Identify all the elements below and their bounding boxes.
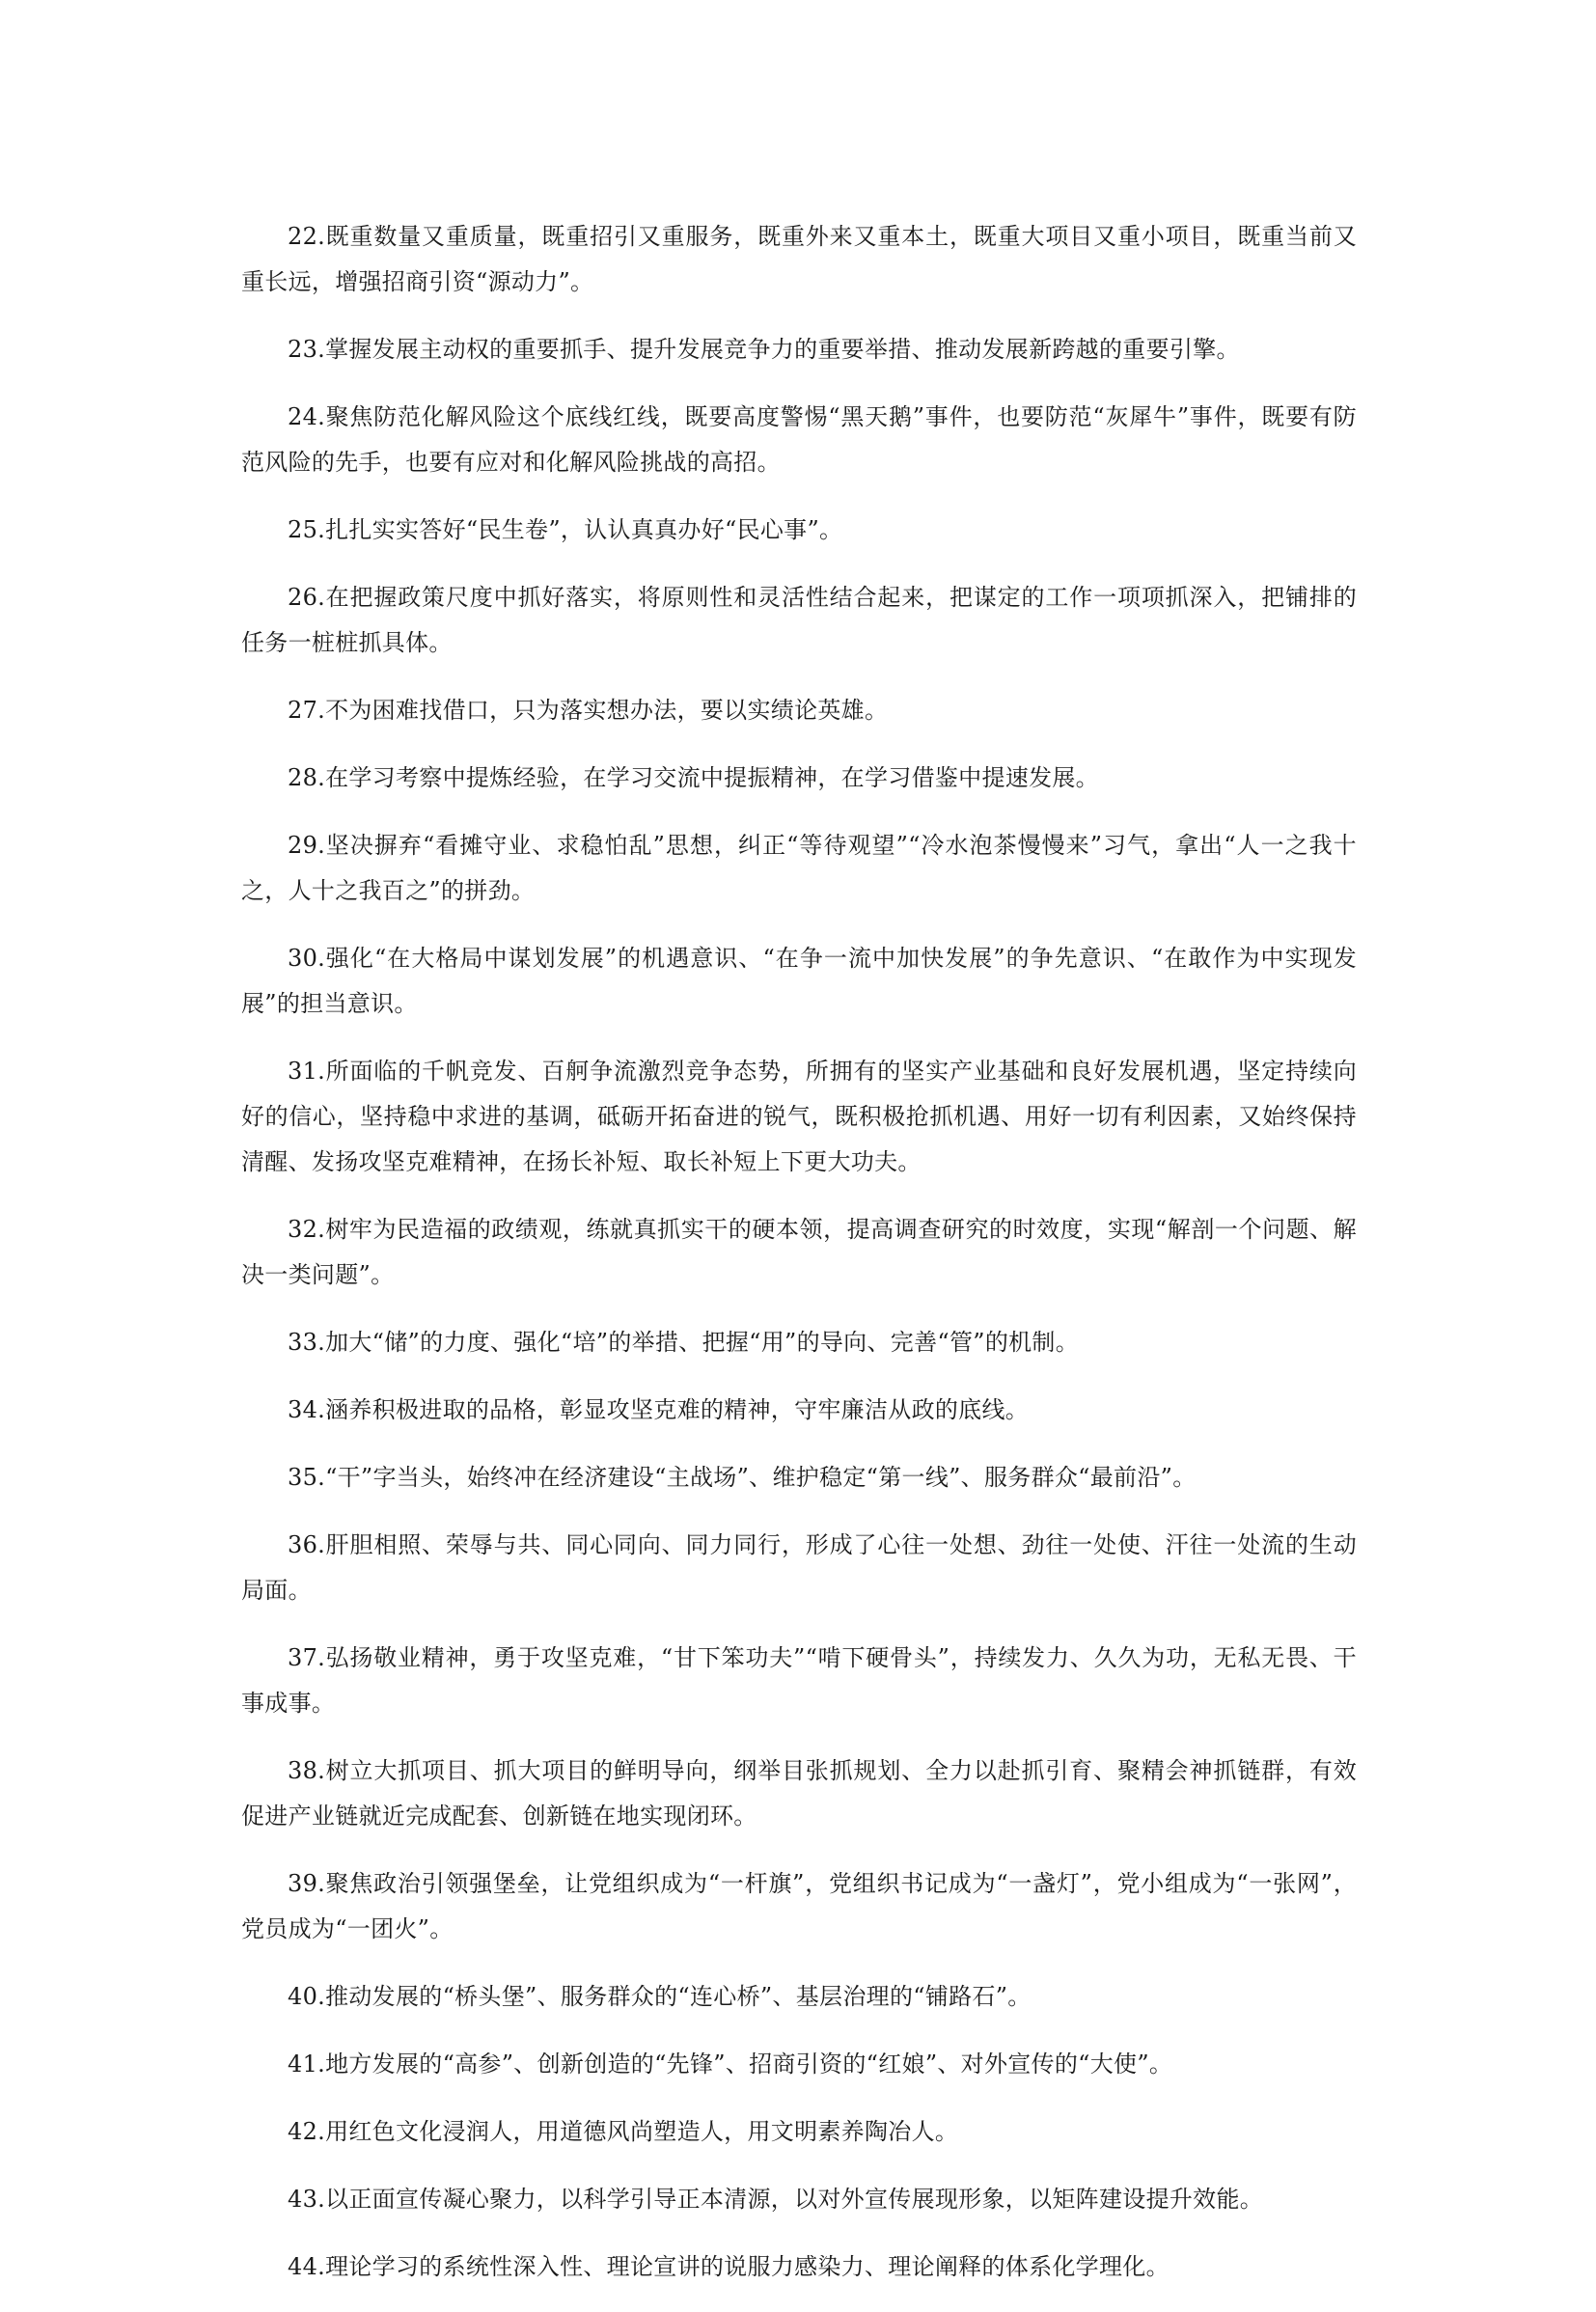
paragraph-40: 40.推动发展的“桥头堡”、服务群众的“连心桥”、基层治理的“铺路石”。 [288, 1983, 1032, 2010]
paragraph-44: 44.理论学习的系统性深入性、理论宣讲的说服力感染力、理论阐释的体系化学理化。 [288, 2253, 1169, 2280]
paragraph-39: 39.聚焦政治引领强堡垒，让党组织成为“一杆旗”，党组织书记成为“一盏灯”，党小组成为“一张网”，党员成为“一团火”。 [241, 1870, 1357, 1942]
paragraph-34: 34.涵养积极进取的品格，彰显攻坚克难的精神，守牢廉洁从政的底线。 [288, 1396, 1030, 1423]
paragraph-37: 37.弘扬敬业精神，勇于攻坚克难，“甘下笨功夫”“啃下硬骨头”，持续发力、久久为功，无私无畏、干事成事。 [241, 1644, 1357, 1717]
paragraph-29: 29.坚决摒弃“看摊守业、求稳怕乱”思想，纠正“等待观望”“冷水泡茶慢慢来”习气，拿出“人一之我十之，人十之我百之”的拼劲。 [241, 832, 1357, 904]
paragraph-38: 38.树立大抓项目、抓大项目的鲜明导向，纲举目张抓规划、全力以赴抓引育、聚精会神抓链群，有效促进产业链就近完成配套、创新链在地实现闭环。 [241, 1757, 1357, 1830]
paragraph-30: 30.强化“在大格局中谋划发展”的机遇意识、“在争一流中加快发展”的争先意识、“在敢作为中实现发展”的担当意识。 [241, 945, 1357, 1017]
paragraph-33: 33.加大“储”的力度、强化“培”的举措、把握“用”的导向、完善“管”的机制。 [288, 1329, 1080, 1356]
paragraph-22: 22.既重数量又重质量，既重招引又重服务，既重外来又重本土，既重大项目又重小项目，既重当前又重长远，增强招商引资“源动力”。 [241, 223, 1357, 295]
paragraph-43: 43.以正面宣传凝心聚力，以科学引导正本清源，以对外宣传展现形象，以矩阵建设提升效能。 [288, 2186, 1264, 2213]
paragraph-31: 31.所面临的千帆竞发、百舸争流激烈竞争态势，所拥有的坚实产业基础和良好发展机遇，坚定持续向好的信心，坚持稳中求进的基调，砥砺开拓奋进的锐气，既积极抢抓机遇、用好一切有利因素，又始终保持清醒、发扬攻坚克难精神，在扬长补短、取长补短上下更大功夫。 [241, 1058, 1357, 1175]
document-body [241, 214, 1357, 2312]
paragraph-23: 23.掌握发展主动权的重要抓手、提升发展竞争力的重要举措、推动发展新跨越的重要引擎。 [288, 336, 1240, 363]
paragraph-25: 25.扎扎实实答好“民生卷”，认认真真办好“民心事”。 [288, 516, 843, 543]
paragraph-28: 28.在学习考察中提炼经验，在学习交流中提振精神，在学习借鉴中提速发展。 [288, 764, 1099, 791]
paragraph-41: 41.地方发展的“高参”、创新创造的“先锋”、招商引资的“红娘”、对外宣传的“大使”。 [288, 2051, 1173, 2078]
paragraph-27: 27.不为困难找借口，只为落实想办法，要以实绩论英雄。 [288, 697, 889, 724]
paragraph-36: 36.肝胆相照、荣辱与共、同心同向、同力同行，形成了心往一处想、劲往一处使、汗往一处流的生动局面。 [241, 1531, 1357, 1604]
paragraph-32: 32.树牢为民造福的政绩观，练就真抓实干的硬本领，提高调查研究的时效度，实现“解剖一个问题、解决一类问题”。 [241, 1216, 1357, 1288]
paragraph-26: 26.在把握政策尺度中抓好落实，将原则性和灵活性结合起来，把谋定的工作一项项抓深入，把铺排的任务一桩桩抓具体。 [241, 584, 1357, 656]
paragraph-42: 42.用红色文化浸润人，用道德风尚塑造人，用文明素养陶冶人。 [288, 2118, 959, 2145]
paragraph-24: 24.聚焦防范化解风险这个底线红线，既要高度警惕“黑天鹅”事件，也要防范“灰犀牛”事件，既要有防范风险的先手，也要有应对和化解风险挑战的高招。 [241, 403, 1357, 476]
paragraph-35: 35.“干”字当头，始终冲在经济建设“主战场”、维护稳定“第一线”、服务群众“最前沿”。 [288, 1464, 1197, 1491]
